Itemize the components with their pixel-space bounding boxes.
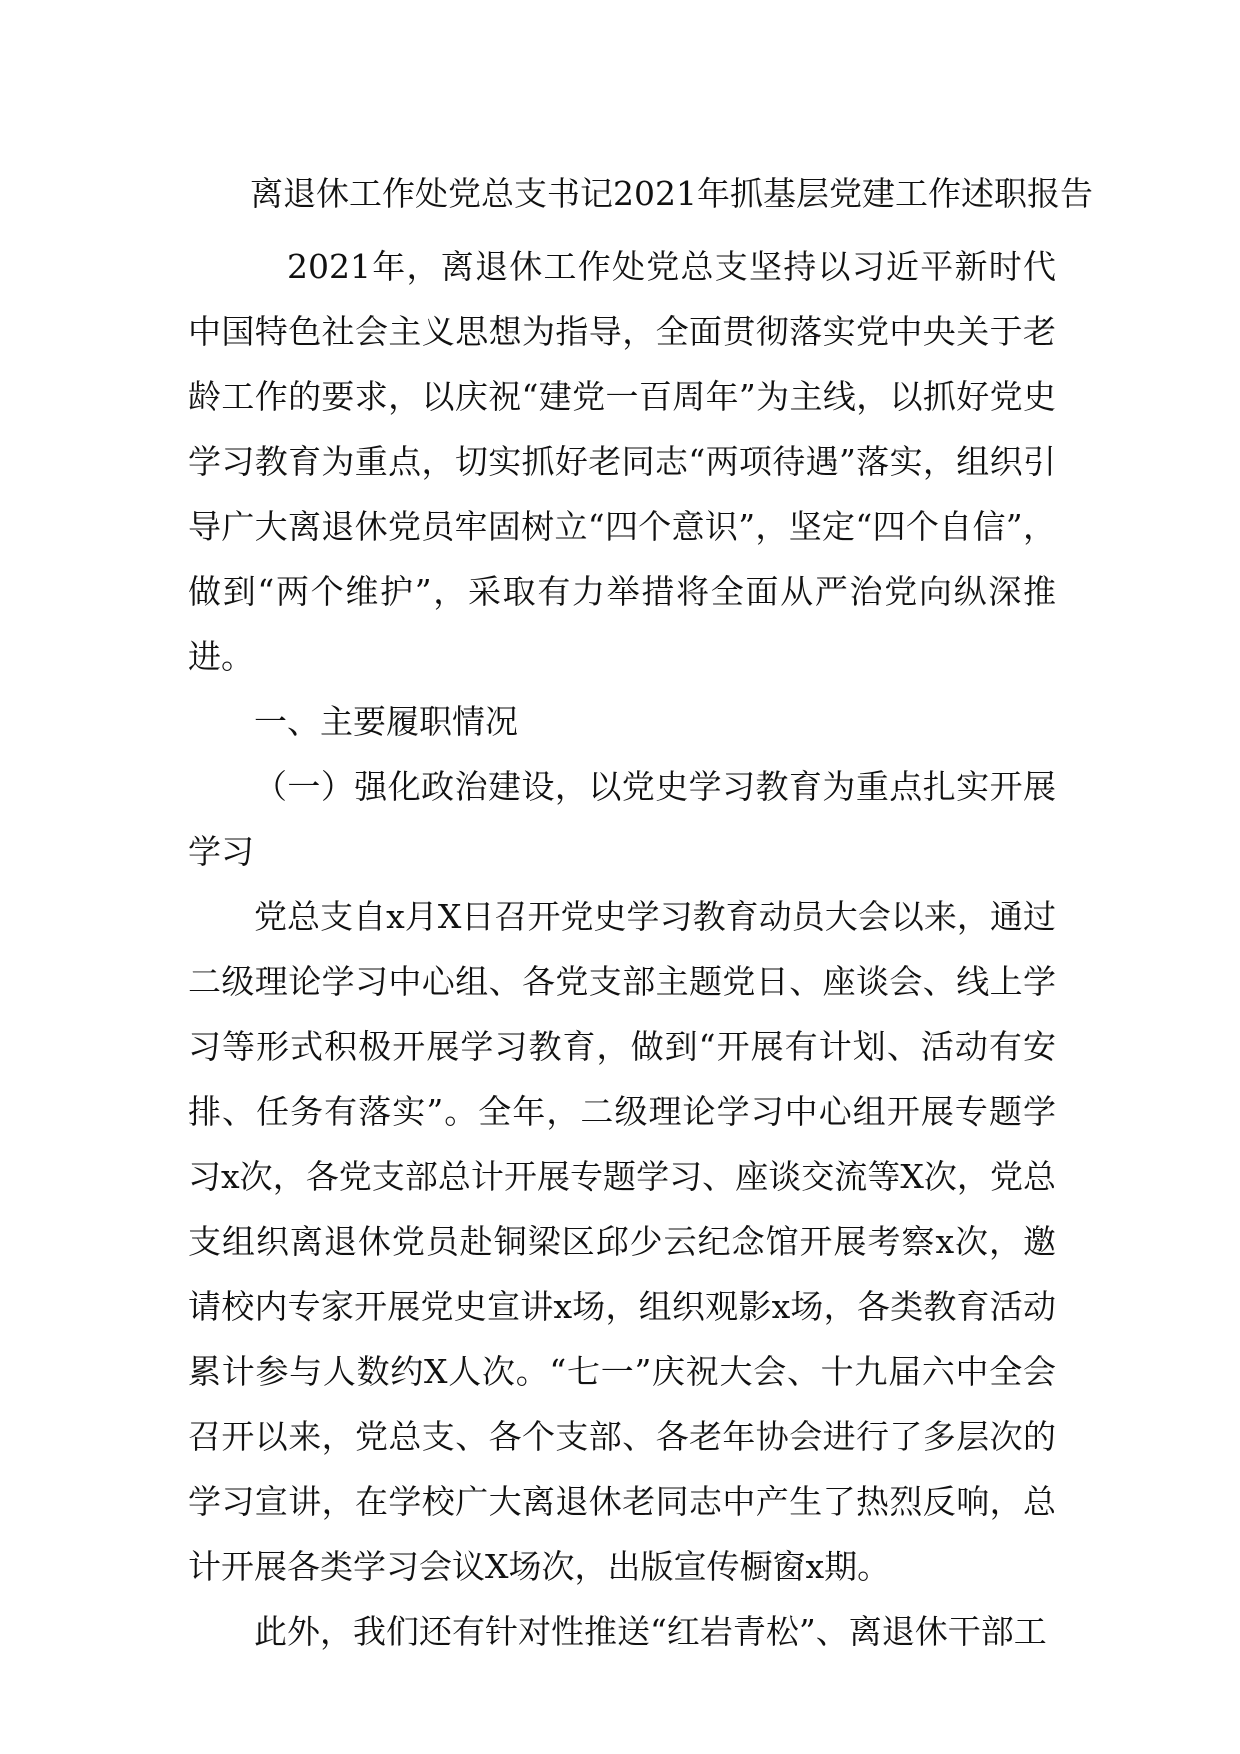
section-heading: 一、主要履职情况 [254, 702, 518, 741]
body-paragraph: 党总支自x月X日召开党史学习教育动员大会以来，通过二级理论学习中心组、各党支部主题党日、座谈会、线上学习等形式积极开展学习教育，做到“开展有计划、活动有安排、任务有落实”。全年，二级理论学习中心组开展专题学习x次，各党支部总计开展专题学习、座谈交流等X次，党总支组织离退休党员赴铜梁区邱少云纪念馆开展考察x次，邀请校内专家开展党史宣讲x场，组织观影x场，各类教育活动累计参与人数约X人次。“七一”庆祝大会、十九届六中全会召开以来，党总支、各个支部、各老年协会进行了多层次的学习宣讲，在学校广大离退休老同志中产生了热烈反响，总计开展各类学习会议X场次，出版宣传橱窗x期。 [188, 897, 1056, 1586]
document-body [188, 234, 1056, 1664]
document-title: 离退休工作处党总支书记2021年抓基层党建工作述职报告 [250, 174, 1093, 213]
body-paragraph-continued: 此外，我们还有针对性推送“红岩青松”、离退休干部工 [254, 1612, 1047, 1651]
subsection-heading: （一）强化政治建设，以党史学习教育为重点扎实开展学习 [188, 767, 1056, 871]
intro-paragraph: 2021年，离退休工作处党总支坚持以习近平新时代中国特色社会主义思想为指导，全面贯彻落实党中央关于老龄工作的要求，以庆祝“建党一百周年”为主线，以抓好党史学习教育为重点，切实抓好老同志“两项待遇”落实，组织引导广大离退休党员牢固树立“四个意识”，坚定“四个自信”，做到“两个维护”，采取有力举措将全面从严治党向纵深推进。 [188, 247, 1056, 676]
